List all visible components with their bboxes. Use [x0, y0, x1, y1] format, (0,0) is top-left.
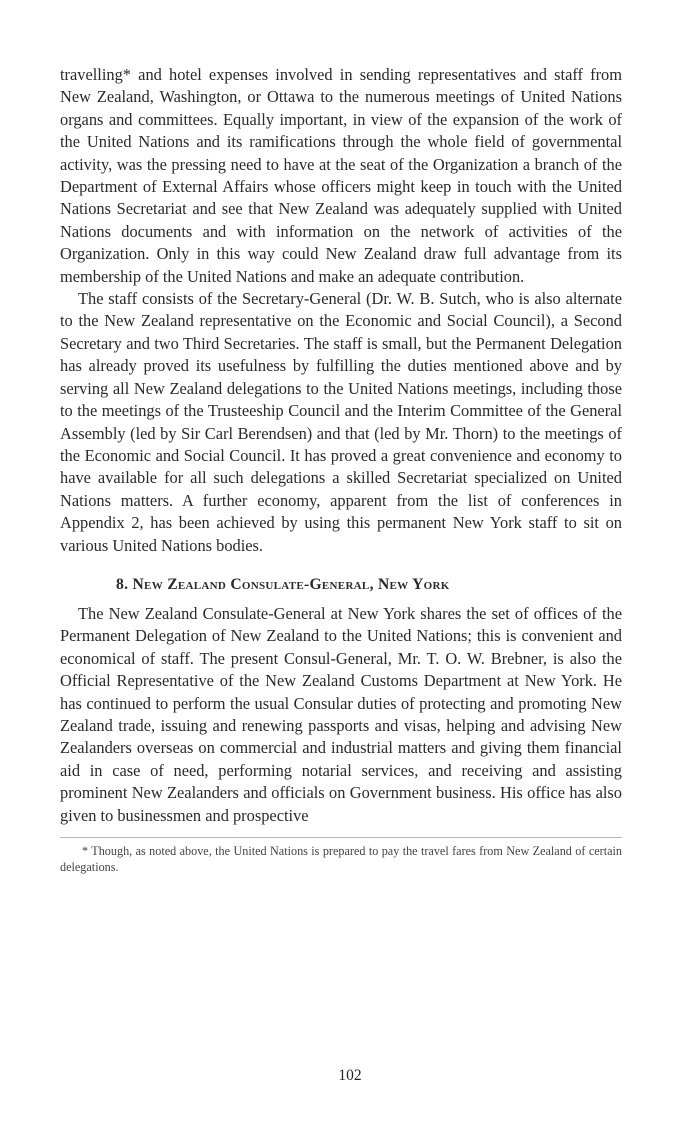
footnote-divider: [60, 837, 622, 838]
page-number: 102: [338, 1067, 362, 1084]
page-body: [60, 64, 622, 875]
section-heading: 8. New Zealand Consulate-General, New York: [116, 575, 450, 593]
paragraph-1: travelling* and hotel expenses involved in sending representatives and staff from New Zealand, Washington, or Ottawa to the numerous meetings of United Nations organs and committees. Equally important, in view of the expansion of the work of the United Nations and its ramifications through the whole field of governmental activity, was the pressing need to have at the seat of the Organization a branch of the Department of External Affairs whose officers might keep in touch with the United Nations Secretariat and see that New Zealand was adequately supplied with United Nations documents and with information on the network of activities of the Organization. Only in this way could New Zealand draw full advantage from its membership of the United Nations and make an adequate contribution.: [60, 65, 622, 286]
footnote: * Though, as noted above, the United Nations is prepared to pay the travel fares from New Zealand of certain delegations.: [60, 844, 622, 874]
paragraph-2: The staff consists of the Secretary-General (Dr. W. B. Sutch, who is also alternate to the New Zealand representative on the Economic and Social Council), a Second Secretary and two Third Secretaries. The staff is small, but the Permanent Delegation has already proved its usefulness by fulfilling the duties mentioned above and by serving all New Zealand delegations to the United Nations meetings, including those to the meetings of the Trusteeship Council and the Interim Committee of the General Assembly (led by Sir Carl Berendsen) and that (led by Mr. Thorn) to the meetings of the Economic and Social Council. It has proved a great convenience and economy to have available for all such delegations a skilled Secretariat specialized on United Nations matters. A further economy, apparent from the list of conferences in Appendix 2, has been achieved by using this permanent New York staff to sit on various United Nations bodies.: [60, 289, 622, 555]
paragraph-3: The New Zealand Consulate-General at New York shares the set of offices of the Permanent Delegation of New Zealand to the United Nations; this is convenient and economical of staff. The present Consul-General, Mr. T. O. W. Brebner, is also the Official Representative of the New Zealand Customs Department at New York. He has continued to perform the usual Consular duties of protecting and promoting New Zealand trade, issuing and renewing passports and visas, helping and advising New Zealanders overseas on commercial and industrial matters and giving them financial aid in case of need, performing notarial services, and receiving and assisting prominent New Zealanders and officials on Government business. His office has also given to businessmen and prospective: [60, 603, 622, 825]
